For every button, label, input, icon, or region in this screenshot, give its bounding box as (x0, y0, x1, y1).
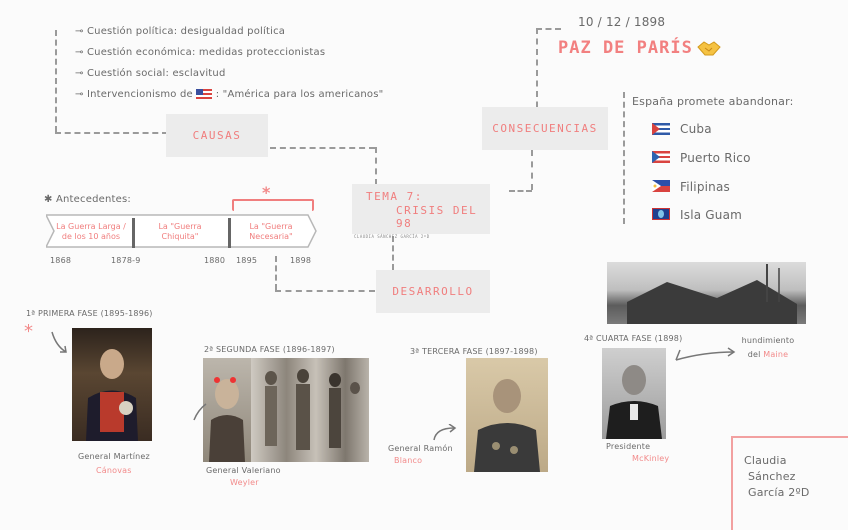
timeline-divider-1 (132, 218, 135, 248)
phase-4-title: 4ª CUARTA FASE (1898) (584, 334, 683, 343)
maine-name: Maine (763, 350, 789, 359)
phase-3-arrow (432, 424, 458, 442)
usa-flag-icon (196, 89, 212, 99)
guam-flag-icon (652, 208, 670, 220)
portrait-ramon-blanco (466, 358, 548, 472)
phase-2-caption: General Valeriano (206, 466, 281, 475)
year-1878-9: 1878-9 (111, 256, 141, 265)
causes-label: CAUSAS (192, 129, 242, 142)
consequences-box (482, 107, 608, 150)
territory-cuba: Cuba (680, 122, 712, 136)
connector-consequences-top (536, 28, 561, 30)
peace-title: PAZ DE PARÍS (558, 38, 693, 58)
timeline-bracket (232, 199, 314, 211)
signature-line3: García 2ºD (748, 486, 810, 499)
signature-box (731, 436, 848, 530)
connector-causes-left-vertical (55, 30, 57, 132)
cause-item-intervention: ⊸ Intervencionismo de : "América para los americanos" (75, 89, 384, 100)
causes-box (166, 114, 268, 157)
year-1895: 1895 (236, 256, 258, 265)
title-box (352, 184, 490, 239)
phase-3-title: 3ª TERCERA FASE (1897-1898) (410, 347, 538, 356)
timeline-segment-guerra-chiquita: La "Guerra Chiquita" (158, 222, 202, 241)
connector-consequences-lower (531, 150, 533, 190)
phase-1-title: 1ª PRIMERA FASE (1895-1896) (26, 309, 153, 318)
title-line1: TEMA 7: (366, 190, 423, 203)
phase-3-caption: General Ramón (388, 444, 453, 453)
signature-line1: Claudia (744, 454, 787, 467)
connector-consequences-vertical (536, 28, 538, 118)
timeline-star: * (262, 183, 271, 202)
development-label: DESARROLLO (392, 285, 474, 298)
connector-title-to-development (392, 236, 394, 270)
territory-guam: Isla Guam (680, 208, 743, 222)
connector-territories (623, 92, 625, 224)
consequences-label: CONSECUENCIAS (492, 122, 598, 135)
cause-item-social: ⊸ Cuestión social: esclavitud (75, 68, 226, 79)
phase-1-caption-name: Cánovas (96, 466, 132, 475)
cause-item-economic: ⊸ Cuestión económica: medidas proteccionistas (75, 47, 326, 58)
spain-promise: España promete abandonar: (632, 95, 794, 108)
connector-consequences-to-title (509, 190, 532, 192)
year-1880: 1880 (204, 256, 226, 265)
philippines-flag-icon (652, 180, 670, 192)
timeline-segment-guerra-necesaria: La "Guerra Necesaria" (249, 222, 293, 241)
connector-development-left (275, 256, 277, 290)
phase-2-title: 2ª SEGUNDA FASE (1896-1897) (204, 345, 335, 354)
territory-puerto-rico: Puerto Rico (680, 151, 751, 165)
phase-1-arrow (48, 330, 70, 356)
phase-2-arrow (192, 400, 208, 422)
connector-causes-left-horizontal (55, 132, 168, 134)
phase-4-caption: Presidente (606, 442, 651, 451)
maine-caption: hundimiento del Maine (741, 336, 795, 359)
connector-development-bottom (275, 290, 375, 292)
phase-1-star: * (24, 321, 33, 342)
timeline-heading: ✱ Antecedentes: (44, 194, 131, 205)
connector-causes-to-title (270, 147, 375, 149)
phase-1-caption: General Martínez (78, 452, 150, 461)
photo-maine-wreck (607, 262, 806, 324)
phase-3-caption-name: Blanco (394, 456, 423, 465)
title-line2: CRISIS DEL 98 (396, 204, 478, 230)
timeline-divider-2 (228, 218, 231, 248)
territory-philippines: Filipinas (680, 180, 730, 194)
phase-4-caption-name: McKinley (632, 454, 670, 463)
year-1868: 1868 (50, 256, 72, 265)
timeline-segment-guerra-larga: La Guerra Larga / de los 10 años (56, 222, 126, 241)
peace-date: 10 / 12 / 1898 (578, 15, 666, 29)
portrait-martinez-campos (72, 328, 152, 441)
maine-arrow (674, 346, 738, 364)
handshake-icon (697, 38, 721, 58)
signature-line2: Sánchez (748, 470, 796, 483)
phase-2-caption-name: Weyler (230, 478, 259, 487)
cause-item-political: ⊸ Cuestión política: desigualdad política (75, 26, 286, 37)
portrait-mckinley (602, 348, 666, 439)
title-author: CLAUDIA SÁNCHEZ GARCÍA 2ºD (354, 234, 430, 239)
cuba-flag-icon (652, 123, 670, 135)
development-box (376, 270, 490, 313)
photo-reconcentrados (251, 358, 369, 462)
portrait-weyler (203, 358, 251, 462)
connector-title-vertical (375, 147, 377, 185)
year-1898: 1898 (290, 256, 312, 265)
puerto-rico-flag-icon (652, 151, 670, 163)
